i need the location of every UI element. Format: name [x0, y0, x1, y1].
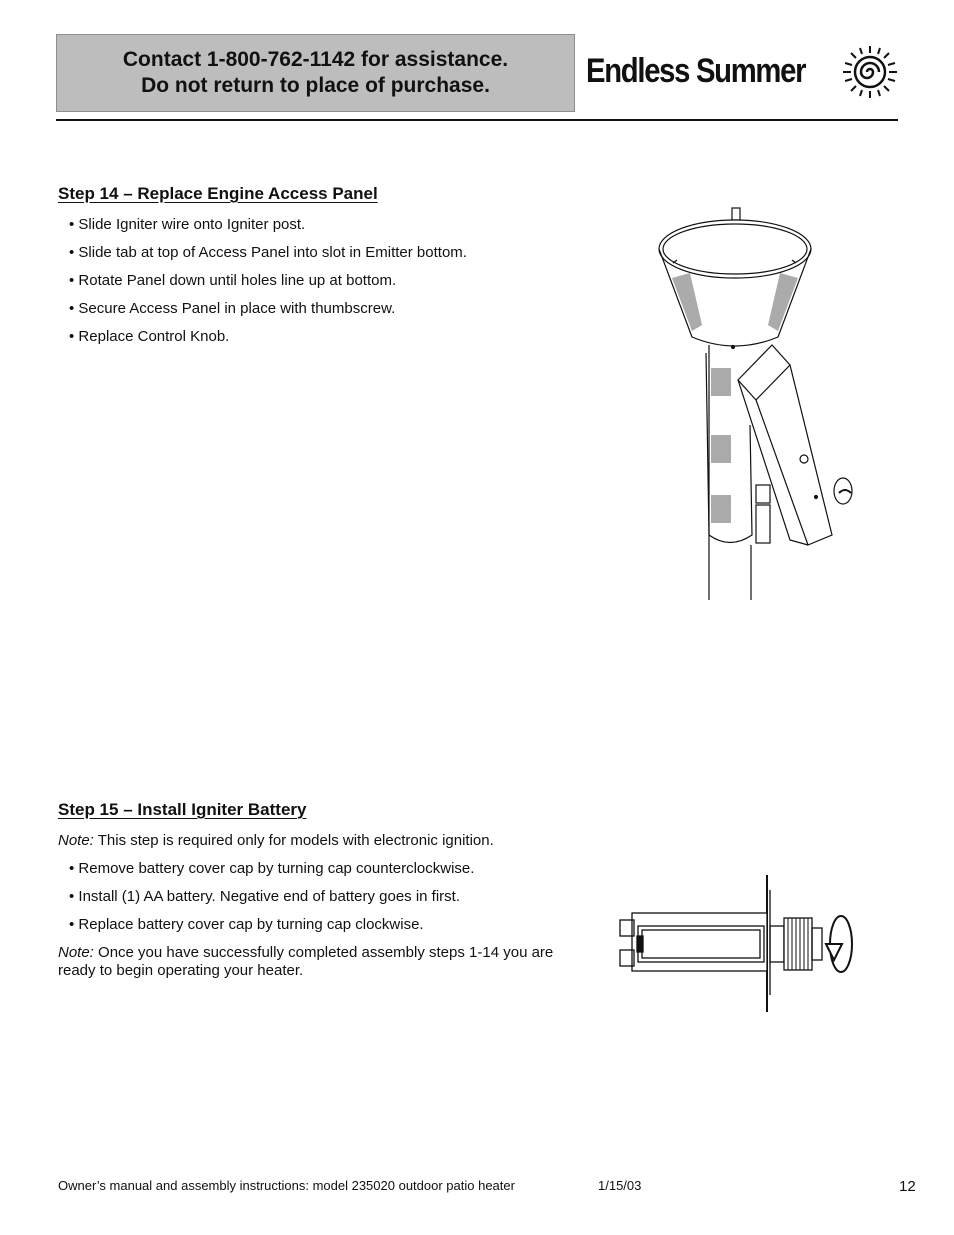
- header-divider: [56, 119, 898, 121]
- step-15-list: [69, 860, 474, 944]
- list-item: • Install (1) AA battery. Negative end of battery goes in first.: [69, 888, 474, 916]
- footer-date: 1/15/03: [598, 1178, 642, 1193]
- brand-logo-text: Endless Summer: [586, 52, 806, 90]
- list-item: • Replace Control Knob.: [69, 328, 467, 356]
- step-15-note: [58, 832, 568, 850]
- step-14-list: [69, 216, 467, 356]
- page-number: 12: [899, 1178, 916, 1195]
- step-15-heading: Step 15 – Install Igniter Battery: [58, 800, 307, 819]
- footer-document-title: Owner’s manual and assembly instructions: model 235020 outdoor patio heater: [58, 1178, 515, 1193]
- completion-note: [58, 944, 568, 980]
- igniter-battery-illustration: [612, 870, 862, 1016]
- list-item: • Slide tab at top of Access Panel into slot in Emitter bottom.: [69, 244, 467, 272]
- contact-banner: [56, 34, 575, 112]
- contact-line-1: Contact 1-800-762-1142 for assistance.: [122, 48, 509, 71]
- list-item: • Remove battery cover cap by turning cap counterclockwise.: [69, 860, 474, 888]
- note-text: Once you have successfully completed assembly steps 1-14 you are ready to begin operating your heater.: [58, 944, 554, 979]
- step-14-heading: Step 14 – Replace Engine Access Panel: [58, 184, 378, 203]
- note-label: Note:: [58, 832, 94, 849]
- list-item: • Slide Igniter wire onto Igniter post.: [69, 216, 467, 244]
- sun-swirl-icon: [841, 44, 899, 100]
- contact-line-2: Do not return to place of purchase.: [141, 74, 490, 97]
- heater-access-panel-illustration: [640, 205, 870, 605]
- list-item: • Rotate Panel down until holes line up at bottom.: [69, 272, 467, 300]
- list-item: • Replace battery cover cap by turning cap clockwise.: [69, 916, 474, 944]
- list-item: • Secure Access Panel in place with thumbscrew.: [69, 300, 467, 328]
- note-label: Note:: [58, 944, 94, 961]
- note-text: This step is required only for models with electronic ignition.: [93, 832, 494, 849]
